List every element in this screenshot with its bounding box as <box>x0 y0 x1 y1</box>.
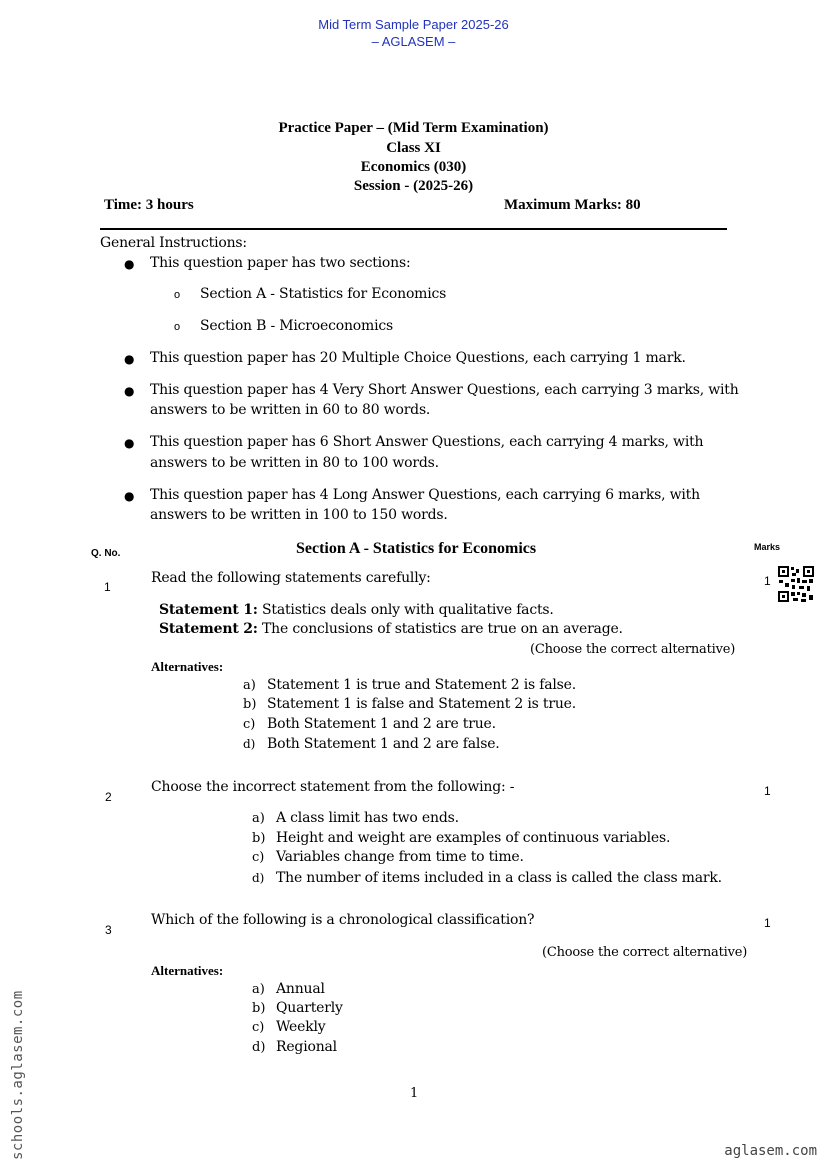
choose-note: (Choose the correct alternative) <box>542 945 748 960</box>
bullet-icon: ● <box>124 436 135 450</box>
option-letter: a) <box>243 678 256 693</box>
header-title: Mid Term Sample Paper 2025-26 <box>318 17 509 32</box>
bullet-icon: ● <box>124 352 135 366</box>
paper-title: Practice Paper – (Mid Term Examination) <box>278 120 549 136</box>
qno-column-label: Q. No. <box>91 548 121 559</box>
paper-subject: Economics (030) <box>360 159 467 175</box>
instruction-item: This question paper has 4 Long Answer Questions, each carrying 6 marks, with <box>150 487 700 503</box>
option-letter: b) <box>243 697 257 712</box>
option-text: Quarterly <box>276 1000 343 1016</box>
option-text: Statement 1 is false and Statement 2 is true. <box>267 696 576 712</box>
bullet-icon: ● <box>124 257 135 271</box>
question-number: 3 <box>105 923 112 937</box>
question-marks: 1 <box>764 916 771 930</box>
header-brand: – AGLASEM – <box>371 34 456 49</box>
option-text: Both Statement 1 and 2 are true. <box>267 716 496 732</box>
option-text: Height and weight are examples of continuous variables. <box>276 830 671 846</box>
option-text: A class limit has two ends. <box>276 810 459 826</box>
question-marks: 1 <box>764 574 771 588</box>
question-text: Read the following statements carefully: <box>151 570 431 586</box>
option-text: Statement 1 is true and Statement 2 is false. <box>267 677 576 693</box>
option-letter: d) <box>252 871 265 885</box>
option-text: Both Statement 1 and 2 are false. <box>267 736 500 752</box>
option-letter: d) <box>243 737 256 751</box>
bullet-icon: ● <box>124 489 135 503</box>
option-letter: d) <box>252 1040 266 1055</box>
choose-note: (Choose the correct alternative) <box>530 642 736 657</box>
question-text: Choose the incorrect statement from the following: - <box>151 779 515 795</box>
question-text: Which of the following is a chronological classification? <box>151 912 535 928</box>
option-text: The number of items included in a class is called the class mark. <box>276 870 722 886</box>
option-text: Variables change from time to time. <box>276 849 524 865</box>
footer-watermark: aglasem.com <box>724 1143 817 1159</box>
option-letter: b) <box>252 1001 266 1016</box>
instruction-item-cont: answers to be written in 60 to 80 words. <box>150 402 431 418</box>
instruction-item: This question paper has 6 Short Answer Questions, each carrying 4 marks, with <box>150 434 704 450</box>
statement-label: Statement 1: <box>159 602 258 618</box>
option-letter: c) <box>252 850 265 865</box>
instruction-item: This question paper has 4 Very Short Answer Questions, each carrying 3 marks, with <box>150 382 739 398</box>
section-title: Section A - Statistics for Economics <box>296 540 537 557</box>
option-letter: c) <box>243 717 256 732</box>
instruction-item-cont: answers to be written in 80 to 100 words. <box>150 455 439 471</box>
paper-class: Class XI <box>386 140 441 156</box>
statement-2 <box>159 621 623 637</box>
statement-text: Statistics deals only with qualitative facts. <box>257 602 554 618</box>
option-letter: a) <box>252 811 265 826</box>
divider <box>100 228 727 230</box>
option-letter: c) <box>252 1020 265 1035</box>
bullet-icon: ● <box>124 384 135 398</box>
statement-text: The conclusions of statistics are true on an average. <box>257 621 623 637</box>
qr-code-icon <box>777 565 815 603</box>
question-number: 1 <box>104 580 111 594</box>
marks-column-label: Marks <box>754 542 781 552</box>
alternatives-label: Alternatives: <box>151 963 224 978</box>
option-letter: b) <box>252 831 266 846</box>
instructions-heading: General Instructions: <box>100 235 247 251</box>
option-text: Weekly <box>276 1019 326 1035</box>
page-number: 1 <box>410 1086 419 1101</box>
paper-session: Session - (2025-26) <box>353 178 474 194</box>
instruction-item-cont: answers to be written in 100 to 150 words. <box>150 507 448 523</box>
statement-label: Statement 2: <box>159 621 258 637</box>
option-letter: a) <box>252 982 265 997</box>
circle-bullet-icon: o <box>174 289 181 301</box>
question-number: 2 <box>105 790 112 804</box>
instruction-item: This question paper has 20 Multiple Choice Questions, each carrying 1 mark. <box>150 350 686 366</box>
option-text: Regional <box>276 1039 337 1055</box>
instruction-subitem: Section A - Statistics for Economics <box>200 286 447 302</box>
statement-1 <box>159 602 554 618</box>
instruction-item: This question paper has two sections: <box>150 255 411 271</box>
option-text: Annual <box>276 981 325 997</box>
alternatives-label: Alternatives: <box>151 659 224 674</box>
circle-bullet-icon: o <box>174 321 181 333</box>
side-watermark: schools.aglasem.com <box>10 990 26 1160</box>
instruction-subitem: Section B - Microeconomics <box>200 318 393 334</box>
question-marks: 1 <box>764 784 771 798</box>
max-marks-label: Maximum Marks: 80 <box>504 197 641 213</box>
time-label: Time: 3 hours <box>104 197 194 213</box>
